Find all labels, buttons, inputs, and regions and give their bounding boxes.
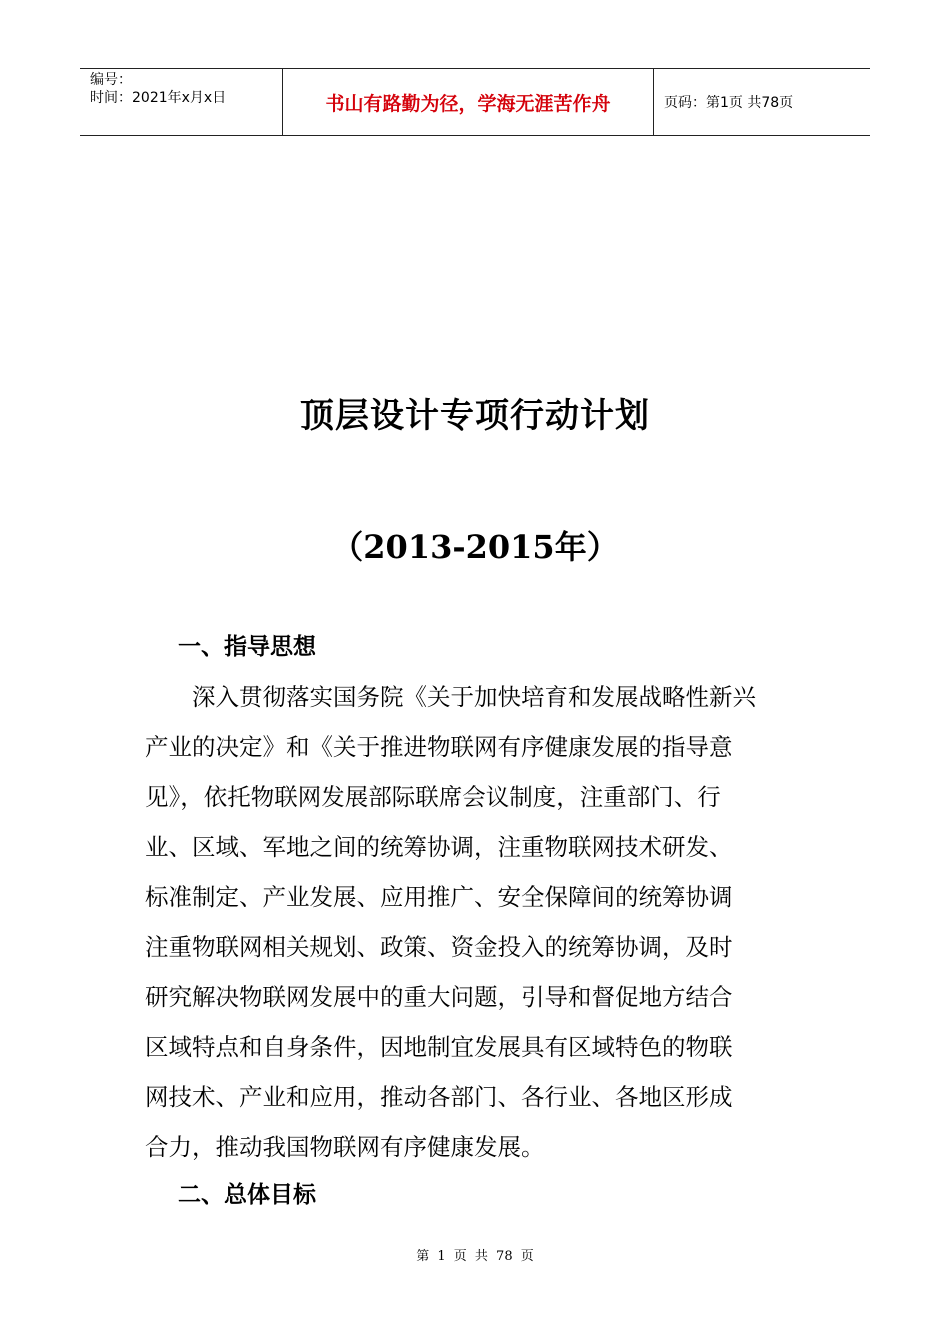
time-label: 时间：2021年x月x日 bbox=[90, 90, 227, 106]
paragraph-line: 见》，依托物联网发展部际联席会议制度，注重部门、行 bbox=[145, 783, 721, 811]
paragraph-line: 网技术、产业和应用，推动各部门、各行业、各地区形成 bbox=[145, 1083, 733, 1111]
section-heading-2: 二、总体目标 bbox=[178, 1181, 316, 1208]
page-footer: 第 1 页 共 78 页 bbox=[416, 1249, 534, 1264]
header-motto: 书山有路勤为径，学海无涯苦作舟 bbox=[282, 69, 654, 135]
paragraph-line: 业、区域、军地之间的统筹协调，注重物联网技术研发、 bbox=[145, 833, 733, 861]
number-label: 编号： bbox=[90, 72, 132, 88]
document-title: 顶层设计专项行动计划 bbox=[300, 396, 650, 436]
page-header bbox=[80, 68, 870, 136]
header-page-info: 页码：第1页 共78页 bbox=[664, 95, 794, 111]
paragraph-line: 合力，推动我国物联网有序健康发展。 bbox=[145, 1133, 545, 1161]
paragraph-line: 标准制定、产业发展、应用推广、安全保障间的统筹协调 bbox=[145, 883, 733, 911]
paragraph-line: 注重物联网相关规划、政策、资金投入的统筹协调，及时 bbox=[145, 933, 733, 961]
header-meta bbox=[80, 69, 282, 135]
paragraph-line: 研究解决物联网发展中的重大问题，引导和督促地方结合 bbox=[145, 983, 733, 1011]
document-subtitle: （2013-2015年） bbox=[331, 528, 619, 566]
section-1-paragraph bbox=[145, 672, 813, 1172]
paragraph-line: 区域特点和自身条件，因地制宜发展具有区域特色的物联 bbox=[145, 1033, 733, 1061]
paragraph-line: 深入贯彻落实国务院《关于加快培育和发展战略性新兴 bbox=[145, 683, 756, 711]
section-heading-1: 一、指导思想 bbox=[178, 633, 316, 660]
paragraph-line: 产业的决定》和《关于推进物联网有序健康发展的指导意 bbox=[145, 733, 733, 761]
